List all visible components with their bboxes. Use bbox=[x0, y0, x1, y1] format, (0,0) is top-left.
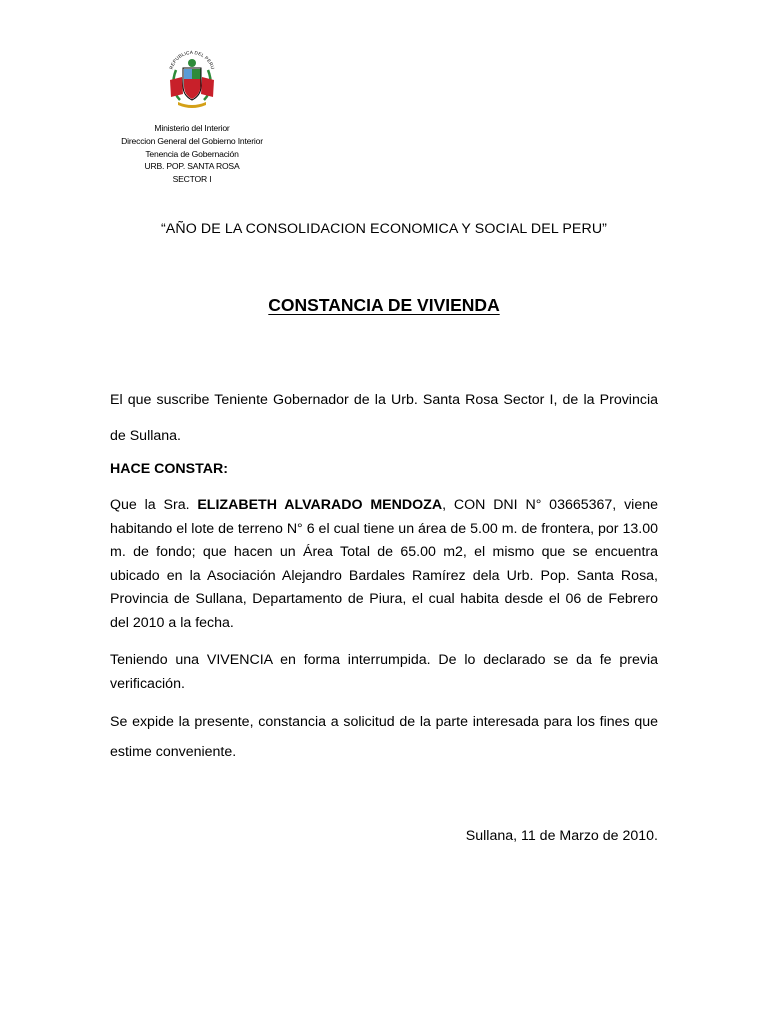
header-line-sector: SECTOR I bbox=[172, 174, 212, 185]
place-date-line: Sullana, 11 de Marzo de 2010. bbox=[465, 828, 658, 844]
coat-of-arms-icon bbox=[162, 50, 222, 116]
header-line-tenencia: Tenencia de Gobernación bbox=[145, 148, 239, 159]
year-motto: “AÑO DE LA CONSOLIDACION ECONOMICA Y SOCIAL DEL PERU” bbox=[160, 221, 607, 237]
seal-ring-text: REPUBLICA DEL PERU bbox=[168, 50, 216, 70]
issuance-paragraph: Se expide la presente, constancia a solicitud de la parte interesada para los fines que estime conveniente. bbox=[110, 714, 658, 760]
certification-paragraph bbox=[110, 494, 658, 635]
person-name: ELIZABETH ALVARADO MENDOZA bbox=[197, 497, 443, 513]
hace-constar-heading: HACE CONSTAR: bbox=[110, 461, 228, 477]
document-title: CONSTANCIA DE VIVIENDA bbox=[268, 295, 500, 315]
certification-details: , CON DNI N° 03665367, viene habitando el lote de terreno N° 6 el cual tiene un área de 5.00 m. de frontera, por 13.00 m. de fondo; que hacen un Área Total de 65.00 m2, el mismo que se encuentra ubicado en la Asociación Alejandro Bardales Ramírez dela Urb. Pop. Santa Rosa, Provincia de Sullana, Departamento de Piura, el cual habita desde el 06 de Febrero del 2010 a la fecha. bbox=[110, 497, 658, 631]
intro-paragraph: El que suscribe Teniente Gobernador de la Urb. Santa Rosa Sector I, de la Provincia de Sullana. bbox=[110, 392, 658, 444]
institution-header bbox=[92, 122, 292, 186]
header-line-ministry: Ministerio del Interior bbox=[154, 123, 230, 133]
header-line-urbanization: URB. POP. SANTA ROSA bbox=[144, 161, 240, 172]
residence-paragraph: Teniendo una VIVENCIA en forma interrumpida. De lo declarado se da fe previa verificación. bbox=[110, 652, 658, 692]
header-line-direction: Direccion General del Gobierno Interior bbox=[121, 135, 263, 146]
certification-prefix: Que la Sra. bbox=[110, 497, 198, 513]
